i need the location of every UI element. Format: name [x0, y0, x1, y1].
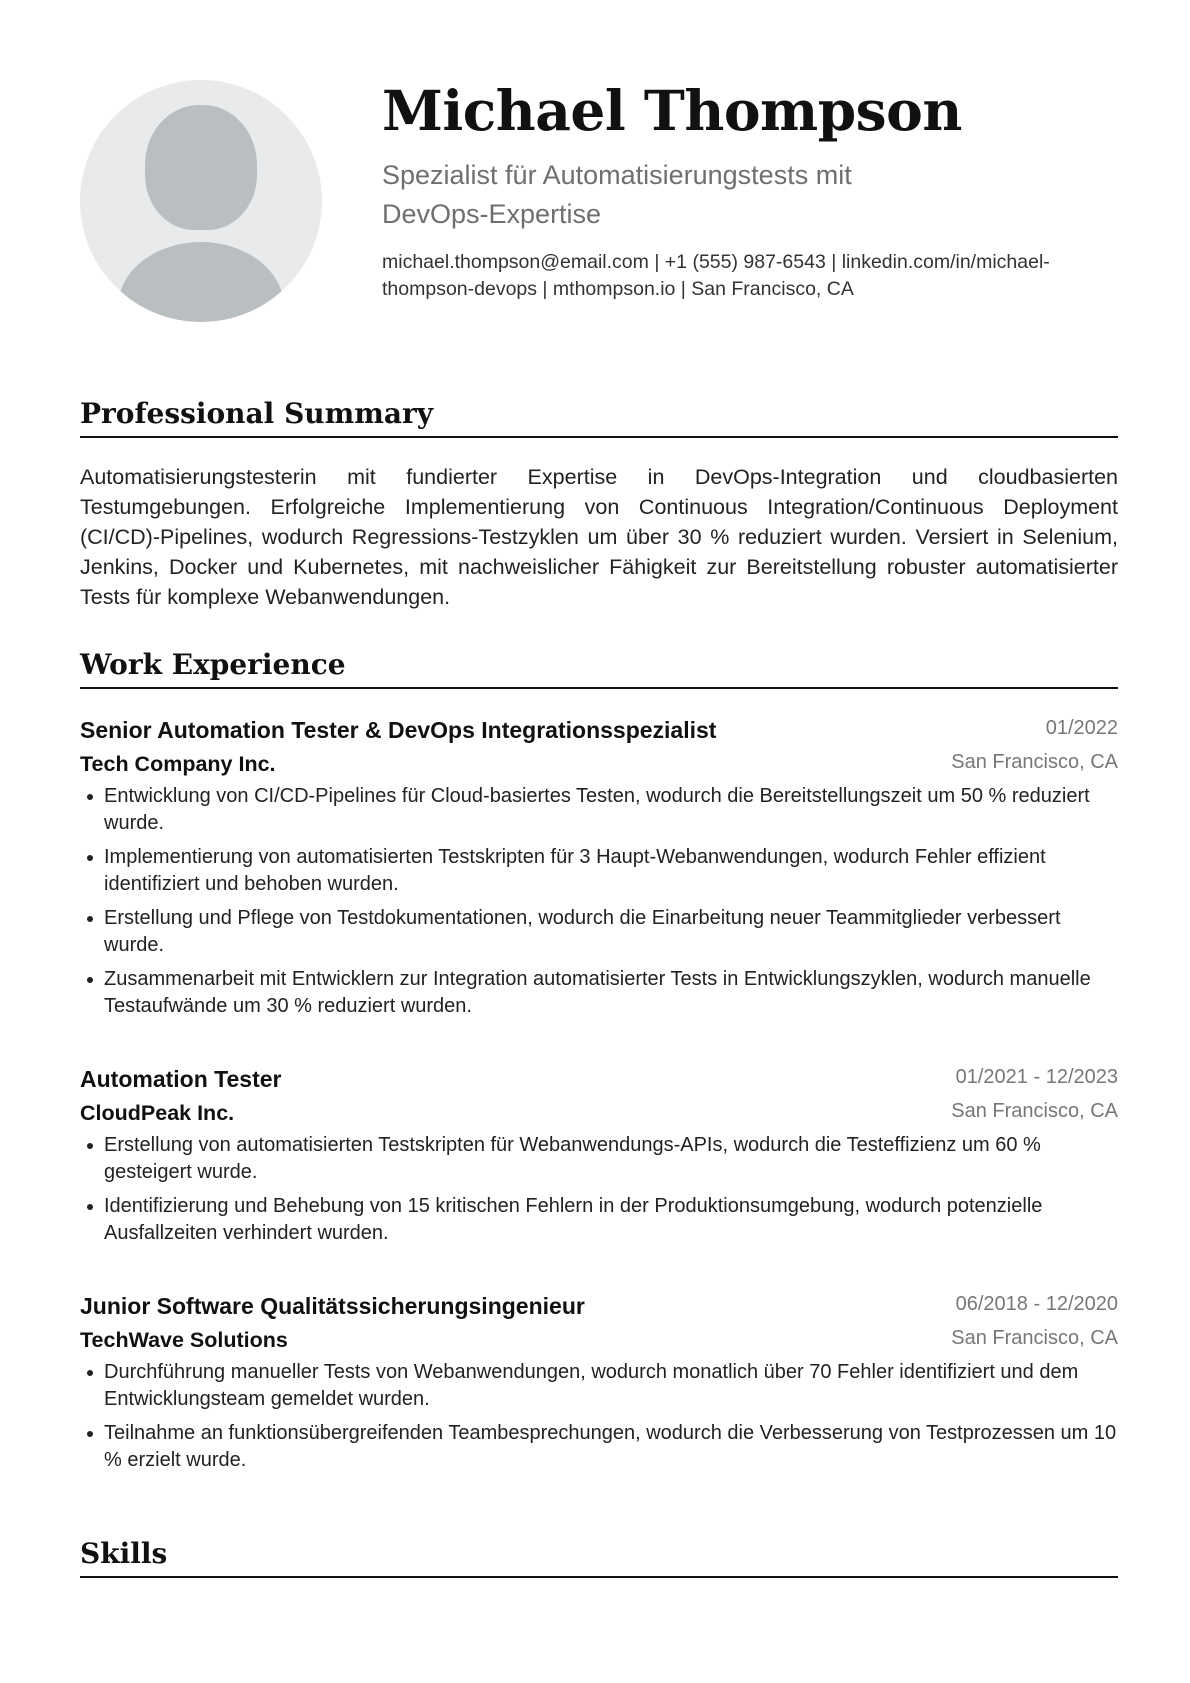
job-title: Junior Software Qualitätssicherungsingenieur: [80, 1293, 585, 1319]
job-location: San Francisco, CA: [951, 1327, 1118, 1349]
resume-header: [382, 72, 1122, 303]
job-company: TechWave Solutions: [80, 1328, 288, 1352]
job-bullets: [80, 1359, 1118, 1474]
job-location: San Francisco, CA: [951, 751, 1118, 773]
bullet-item: Identifizierung und Behebung von 15 kritischen Fehlern in der Produktionsumgebung, wodurch potenzielle Ausfallzeiten verhindert wurden.: [80, 1193, 1118, 1247]
job-title: Automation Tester: [80, 1066, 282, 1092]
bullet-item: Zusammenarbeit mit Entwicklern zur Integration automatisierter Tests in Entwicklungszyklen, wodurch manuelle Testaufwände um 30 % reduziert wurden.: [80, 966, 1118, 1020]
bullet-item: Teilnahme an funktionsübergreifenden Teambesprechungen, wodurch die Verbesserung von Testprozessen um 10 % erzielt wurde.: [80, 1420, 1118, 1474]
job-title: Senior Automation Tester & DevOps Integrationsspezialist: [80, 717, 717, 743]
bullet-item: Erstellung und Pflege von Testdokumentationen, wodurch die Einarbeitung neuer Teammitglieder verbessert wurde.: [80, 905, 1118, 959]
job-bullets: [80, 783, 1118, 1020]
summary-text: Automatisierungstesterin mit fundierter Expertise in DevOps-Integration und cloudbasierten Testumgebungen. Erfolgreiche Implementierung von Continuous Integration/Continuous Deployment (CI/CD)-Pipelines, wodurch Regressions-Testzyklen um über 30 % reduziert wurden. Versiert in Selenium, Jenkins, Docker und Kubernetes, mit nachweislicher Fähigkeit zur Bereitstellung robuster automatisierter Tests für komplexe Webanwendungen.: [80, 465, 1118, 609]
job-company: CloudPeak Inc.: [80, 1101, 235, 1125]
job-date: 01/2022: [1045, 717, 1118, 739]
bullet-item: Implementierung von automatisierten Testskripten für 3 Haupt-Webanwendungen, wodurch Fehler effizient identifiziert und behoben wurden.: [80, 844, 1118, 898]
avatar: [80, 80, 322, 322]
job-location: San Francisco, CA: [951, 1100, 1118, 1122]
bullet-item: Durchführung manueller Tests von Webanwendungen, wodurch monatlich über 70 Fehler identifiziert und dem Entwicklungsteam gemeldet wurden.: [80, 1359, 1118, 1413]
section-title-skills: Skills: [80, 1534, 1118, 1578]
avatar-head-shape: [145, 105, 257, 230]
candidate-name: Michael Thompson: [382, 78, 962, 143]
candidate-tagline: Spezialist für Automatisierungstests mit DevOps-Expertise: [382, 160, 852, 229]
contact-line: michael.thompson@email.com | +1 (555) 987-6543 | linkedin.com/in/michael-thompson-devops | mthompson.io | San Francisco, CA: [382, 251, 1050, 300]
bullet-item: Erstellung von automatisierten Testskripten für Webanwendungs-APIs, wodurch die Testeffizienz um 60 % gesteigert wurde.: [80, 1132, 1118, 1186]
section-title-summary: Professional Summary: [80, 394, 1118, 438]
avatar-body-shape: [118, 242, 284, 322]
bullet-item: Entwicklung von CI/CD-Pipelines für Cloud-basiertes Testen, wodurch die Bereitstellungszeit um 50 % reduziert wurde.: [80, 783, 1118, 837]
job-entry: [80, 1062, 1118, 1254]
section-title-experience: Work Experience: [80, 645, 1118, 689]
job-bullets: [80, 1132, 1118, 1247]
job-entry: [80, 713, 1118, 1027]
job-date: 06/2018 - 12/2020: [955, 1293, 1118, 1315]
job-entry: [80, 1289, 1118, 1481]
job-date: 01/2021 - 12/2023: [955, 1066, 1118, 1088]
job-company: Tech Company Inc.: [80, 752, 276, 776]
